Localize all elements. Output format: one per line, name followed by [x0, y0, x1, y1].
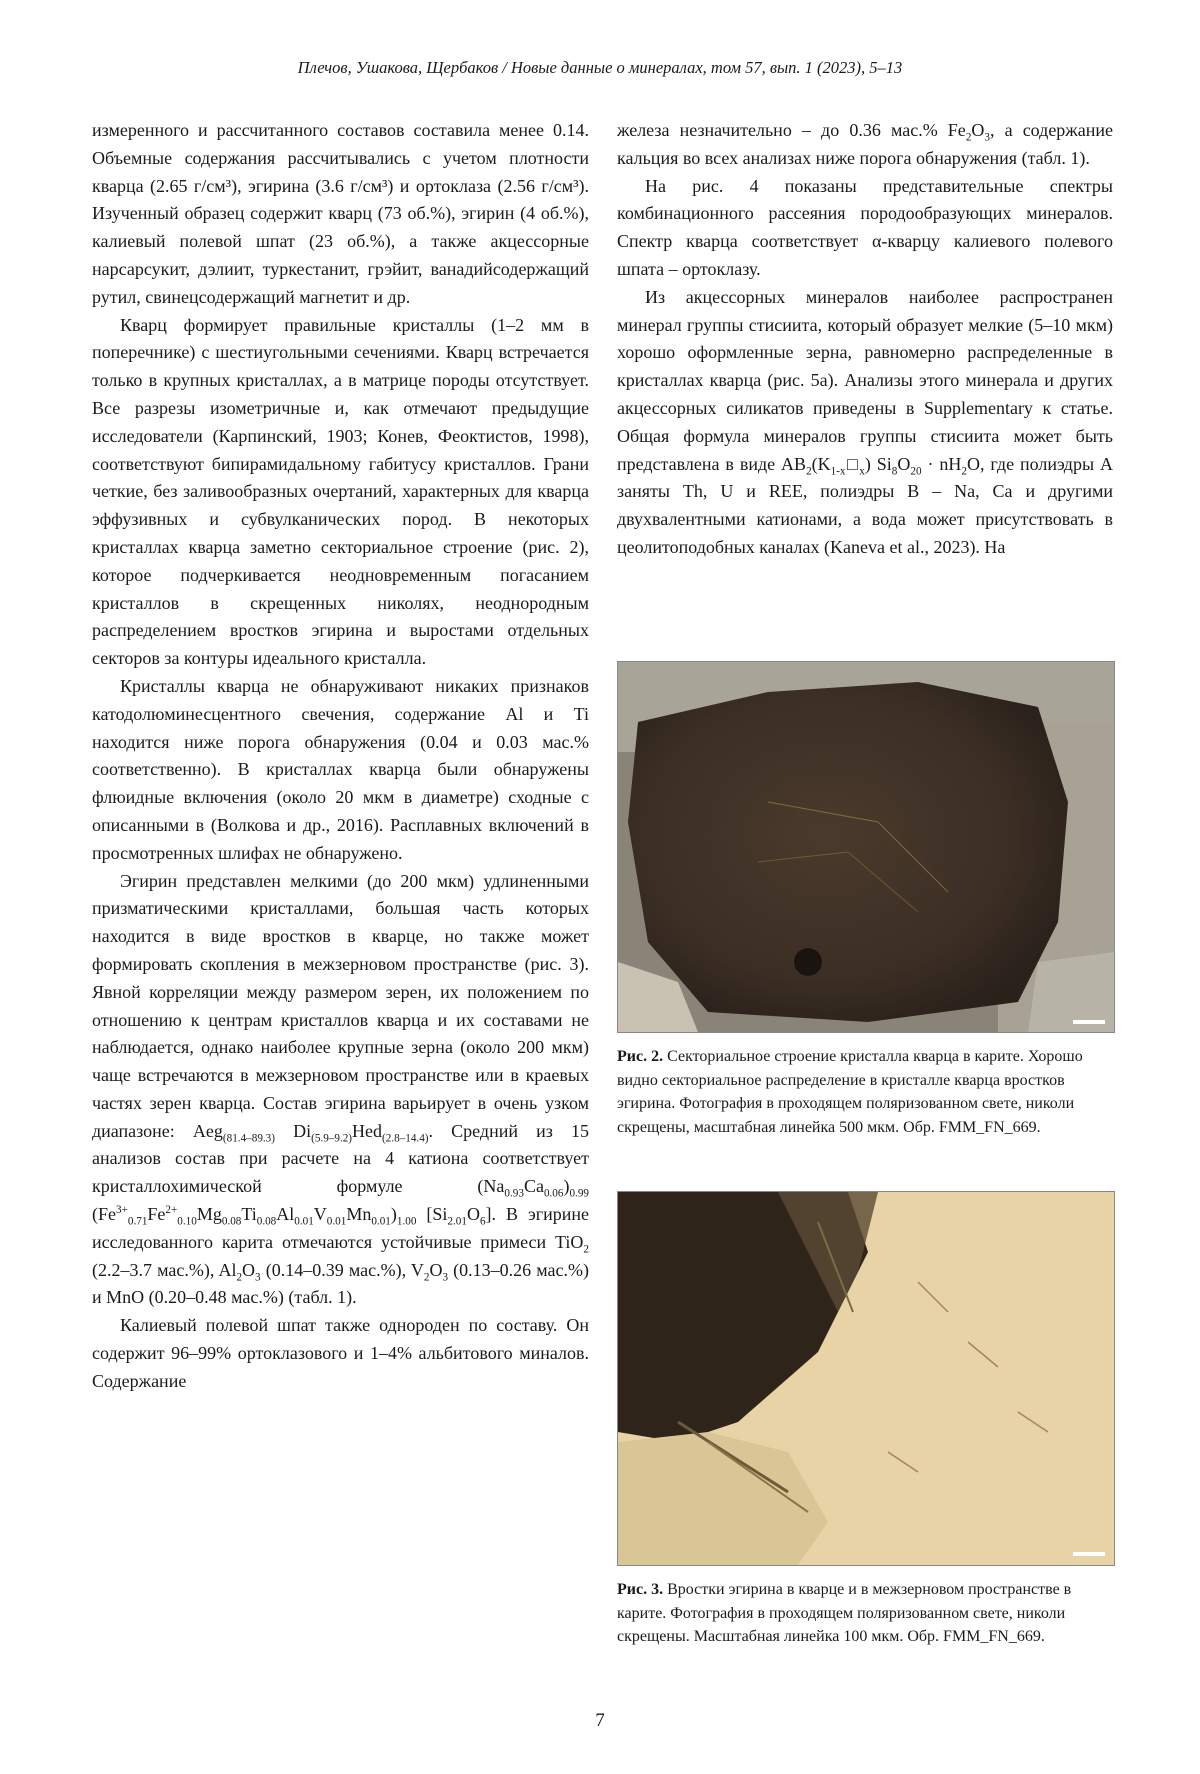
paragraph: железа незначительно – до 0.36 мас.% $Fe_2O_3$, а содержание кальция во всех анализах ниже порога обнаружения (табл. 1). — [617, 120, 1113, 168]
paragraph: Калиевый полевой шпат также однороден по составу. Он содержит 96–99% ортоклазового и 1–4% альбитового миналов. Содержание — [92, 1315, 589, 1391]
figure-3-micrograph — [617, 1191, 1115, 1566]
paragraph: Кристаллы кварца не обнаруживают никаких признаков катодолюминесцентного свечения, содержание Al и Ti находится ниже порога обнаружения (0.04 и 0.03 мас.% соответственно). В кристаллах кварца были обнаружены флюидные включения (около 20 мкм в диаметре) сходные с описанными в (Волкова и др., 2016). Расплавных включений в просмотренных шлифах не обнаружено. — [92, 675, 589, 863]
paragraph: измеренного и рассчитанного составов составила менее 0.14. Объемные содержания рассчитывались с учетом плотности кварца (2.65 г/см³), эгирина (3.6 г/см³) и ортоклаза (2.56 г/см³). Изученный образец содержит кварц (73 об.%), эгирин (4 об.%), калиевый полевой шпат (23 об.%), а также акцессорные нарсарсукит, дэлиит, туркестанит, грэйит, ванадийсодержащий рутил, свинецсодержащий магнетит и др. — [92, 120, 589, 307]
left-column — [92, 117, 589, 1396]
figure-2-micrograph — [617, 661, 1115, 1033]
figure-3-caption: Рис. 3. Вростки эгирина в кварце и в межзерновом пространстве в карите. Фотография в проходящем поляризованном свете, николи скрещены. Масштабная линейка 100 мкм. Обр. FMM_FN_669. — [617, 1581, 1072, 1645]
right-column — [617, 117, 1113, 562]
page-number: 7 — [595, 1710, 605, 1731]
paragraph: Кварц формирует правильные кристаллы (1–2 мм в поперечнике) с шестиугольными сечениями. Кварц встречается только в крупных кристаллах, а в матрице породы отсутствует. Все разрезы изометричные и, как отмечают предыдущие исследователи (Карпинский, 1903; Конев, Феоктистов, 1998), соответствуют бипирамидальному габитусу кристаллов. Грани четкие, без заливообразных очертаний, характерных для кварца эффузивных и субвулканических пород. В некоторых кристаллах кварца заметно секториальное строение (рис. 2), которое подчеркивается неодновременным погасанием кристаллов в скрещенных николях, неоднородным распределением вростков эгирина и выростами отдельных секторов за контуры идеального кристалла. — [92, 314, 589, 669]
paragraph-aegirine: Эгирин представлен мелкими (до 200 мкм) удлиненными призматическими кристаллами, большая часть которых находится в виде вростков в кварце, но также может формировать скопления в межзерновом пространстве (рис. 3). Явной корреляции между размером зерен, их положением по отношению к центрам кристаллов кварца и их составами не наблюдается, однако наиболее крупные зерна (около 200 мкм) чаще встречаются в межзерновом пространстве или в краевых частях зерен кварца. Состав эгирина варьирует в очень узком диапазоне: Aeg$_{(81.4-89.3)}$ $Di_{(5.9-9.2)}Hed_{(2.8-14.4)}$. Средний из 15 анализов состав при расчете на 4 катиона соответствует кристаллохимической формуле $(Na_{0.93}Ca_{0.06})_{0.99}$ $(Fe^{3+}_{0.71}Fe^{2+}_{0.10}Mg_{0.08}Ti_{0.08}Al_{0.01}V_{0.01}Mn_{0.01})_{1.00}$ $[Si_{2.01}O_6]$. В эгирине исследованного карита отмечаются устойчивые примеси TiO$_2$ (2.2–3.7 мас.%), $Al_2O_3$ (0.14–0.39 мас.%), $V_2O_3$ (0.13–0.26 мас.%) и MnO (0.20–0.48 мас.%) (табл. 1). — [92, 870, 590, 1308]
figure-2-caption: Рис. 2. Секториальное строение кристалла кварца в карите. Хорошо видно секториальное распределение в кристалле кварца вростков эгирина. Фотография в проходящем поляризованном свете, николи скрещены, масштабная линейка 500 мкм. Обр. FMM_FN_669. — [617, 1048, 1083, 1136]
quartz-crystal-photo — [618, 662, 1114, 1032]
running-header: Плечов, Ушакова, Щербаков / Новые данные о минералах, том 57, вып. 1 (2023), 5–13 — [297, 58, 903, 77]
paragraph: На рис. 4 показаны представительные спектры комбинационного рассеяния породообразующих минералов. Спектр кварца соответствует α-кварцу калиевого полевого шпата – ортоклазу. — [617, 175, 1113, 279]
aegirine-inclusions-photo — [618, 1192, 1114, 1565]
paragraph-stisiite: Из акцессорных минералов наиболее распространен минерал группы стисиита, который образует мелкие (5–10 мкм) хорошо оформленные зерна, равномерно распределенные в кристаллах кварца (рис. 5а). Анализы этого минерала и других акцессорных силикатов приведены в Supplementary к статье. Общая формула минералов группы стисиита может быть представлена в виде $AB_2(K_{1-x}□_x) Si_8O_{20} \cdot nH_2O$, где полиэдры A заняты Th, U и REE, полиэдры B – Na, Ca и другими двухвалентными катионами, а вода может присутствовать в цеолитоподобных каналах (Kaneva et al., 2023). На — [617, 286, 1113, 557]
